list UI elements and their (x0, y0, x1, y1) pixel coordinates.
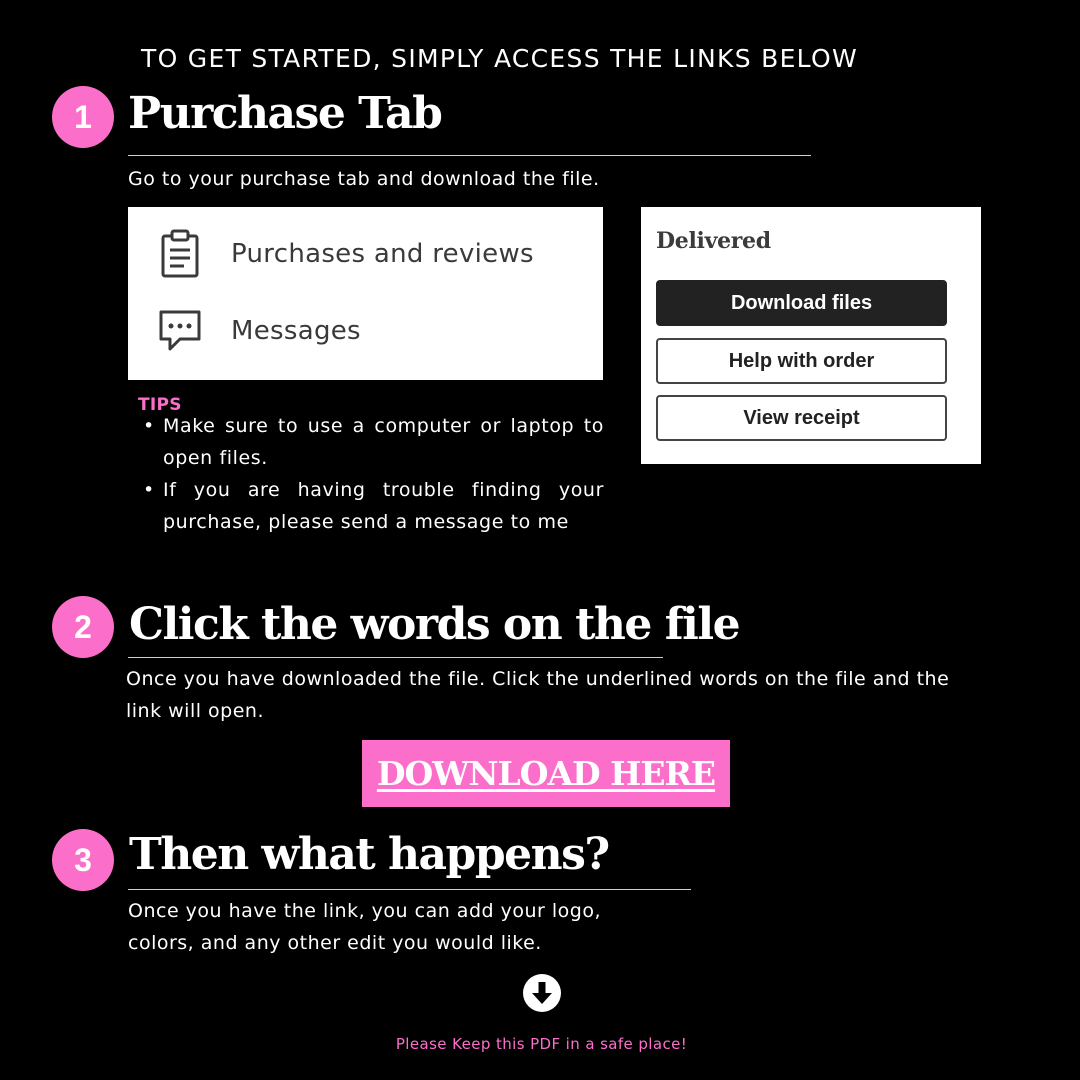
step-3-number: 3 (52, 829, 114, 891)
nav-item-purchases[interactable] (158, 228, 534, 280)
tip-item: • Make sure to use a computer or laptop to open files. (143, 415, 604, 469)
arrow-down-circle-icon (522, 973, 562, 1013)
help-with-order-button[interactable]: Help with order (656, 338, 947, 384)
step-1-title: Purchase Tab (128, 88, 442, 139)
order-status: Delivered (656, 228, 771, 254)
step-3-title: Then what happens? (129, 829, 609, 880)
nav-label-messages: Messages (231, 316, 361, 346)
step-1-number: 1 (52, 86, 114, 148)
step-3-text: Once you have the link, you can add your logo, colors, and any other edit you would like. (128, 900, 601, 954)
view-receipt-button[interactable]: View receipt (656, 395, 947, 441)
clipboard-icon (158, 228, 202, 280)
download-files-button[interactable]: Download files (656, 280, 947, 326)
step-1-divider (128, 155, 811, 156)
tips-list (138, 410, 604, 538)
tips-label: TIPS (138, 395, 182, 415)
tip-item: • If you are having trouble finding your purchase, please send a message to me (143, 479, 604, 533)
order-panel-screenshot (641, 207, 981, 464)
nav-label-purchases: Purchases and reviews (231, 239, 534, 269)
message-icon (158, 309, 202, 353)
step-2-text: Once you have downloaded the file. Click the underlined words on the file and the link will open. (126, 668, 950, 722)
intro-heading: TO GET STARTED, SIMPLY ACCESS THE LINKS BELOW (141, 44, 859, 73)
step-3-divider (128, 889, 691, 890)
step-2-number: 2 (52, 596, 114, 658)
account-nav-screenshot (128, 207, 603, 380)
footer-note: Please Keep this PDF in a safe place! (395, 1035, 688, 1053)
nav-item-messages[interactable] (158, 309, 361, 353)
step-2-divider (128, 657, 663, 658)
step-1-text: Go to your purchase tab and download the file. (128, 168, 600, 190)
step-2-title: Click the words on the file (129, 599, 740, 650)
download-here-button[interactable]: DOWNLOAD HERE (362, 740, 730, 807)
